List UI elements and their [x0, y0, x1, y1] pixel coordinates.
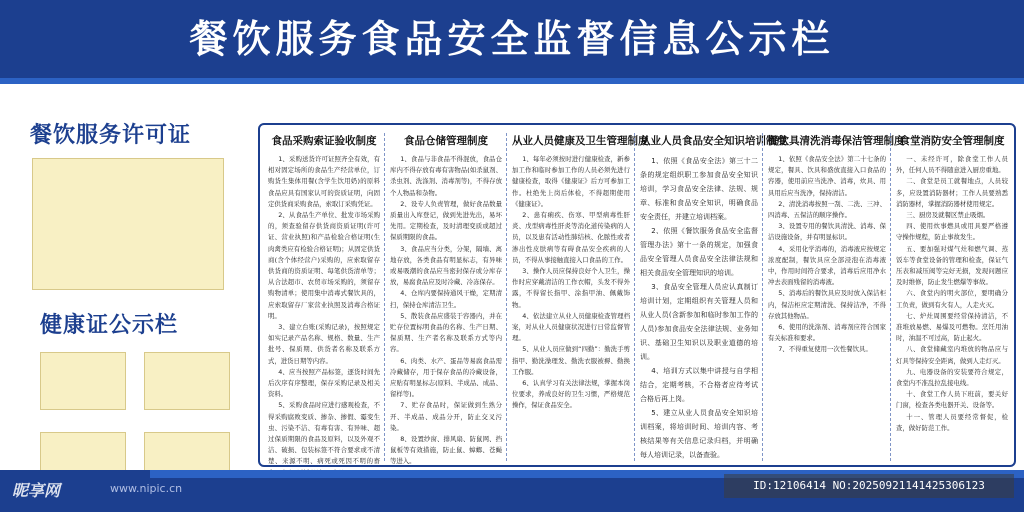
paragraph: 2、从食品生产单位、批发市场采购的，须查验留存供货商资质证明(许可证、营业执照)和产品检验合格证明(生肉禽类应有检验合格证明)；从固定供货商(含个体经营户)采购的，应索取留存供货商的资质证明、每笔供货清单等；从合法超市、农贸市场采购的，须留存购物清单；使用集中消毒式餐饮具的，应索取留存厂家营业执照及消毒合格证明。 [268, 211, 380, 320]
paragraph: 6、使用的洗涤剂、消毒剂应符合国家有关标准和要求。 [768, 323, 886, 343]
license-label: 餐饮服务许可证 [30, 123, 192, 148]
column-title: 食品采购索证验收制度 [271, 135, 377, 147]
paragraph: 1、每年必须按时进行健康检查，新参加工作和临时参加工作的人员必须先进行健康检查，取得《健康证》后方可参加工作。杜绝先上岗后体检，不得超期使用《健康证》。 [512, 155, 630, 208]
paragraph: 五、要加强对煤气灶和燃气调、蒸饭车等食堂设备的管理和检查，保证气压表和减压阀等完好无损，发现问题应及时维修，防止发生燃爆等事故。 [896, 244, 1008, 287]
paragraph: 二、食堂是员工就餐地点，人员较多，应设置消防器材；工作人员要熟悉消防器材，掌握消防器材使用规定。 [896, 177, 1008, 208]
paragraph: 5、散装食品应盛装于容器内，并在贮存位置标明食品的名称、生产日期、保质期、生产者名称及联系方式等内容。 [390, 311, 502, 354]
paragraph: 八、食堂储藏室内堆放的物品应与灯具等保持安全距离，做到人走灯灭。 [896, 345, 1008, 365]
paragraph: 4、仓库内要保持通风干燥，定期清扫，保持仓库清洁卫生。 [390, 289, 502, 309]
regulations-panel [258, 123, 1016, 467]
license-frame [32, 158, 224, 290]
paragraph: 4、依法建立从业人员健康检查管理档案，对从业人员健康状况进行日常监督管理。 [512, 311, 630, 343]
health-frame-1 [40, 352, 126, 410]
column-body [896, 154, 1008, 434]
paragraph: 十一、管理人员要经常督促，检查，做好防范工作。 [896, 412, 1008, 432]
paragraph: 3、食品应当分类，分架，隔墙、离地存放，各类食品有明显标志，有异味或易吸潮的食品应当密封保存或分库存放，易腐食品应及时冷藏、冷冻保存。 [390, 244, 502, 287]
paragraph: 2、患有痢疾、伤寒、甲型病毒性肝炎、戊型病毒性肝炎等消化道传染病的人员，以及患有活动性肺结核、化脓性或者渗出性皮肤病等有碍食品安全疾病的人员，不得从事接触直接入口食品的工作。 [512, 211, 630, 264]
column-title: 从业人员食品安全知识培训制度 [640, 135, 787, 147]
paragraph: 六、食堂内的明火部位，要明确分工负责，做到有火有人，人走火灭。 [896, 289, 1008, 309]
column-divider [890, 133, 891, 461]
health-label: 健康证公示栏 [40, 313, 179, 338]
paragraph: 3、建立台账(采购记录)，按照规定如实记录产品名称、规格、数量、生产批号、保质期、供货者名称及联系方式，进货日期等内容。 [268, 323, 380, 365]
paragraph: 九、电器设备的安装要符合规定，食堂内不准乱拉乱接电线。 [896, 367, 1008, 388]
paragraph: 一、未经许可，除食堂工作人员外，任何人员不得随意进入厨房重地。 [896, 155, 1008, 175]
paragraph: 七、炉灶周围要经常保持清洁，不准堆放易燃、易爆及可燃物。烹饪用油时，油温不可过高，防止起火。 [896, 311, 1008, 343]
column-title: 餐饮具清洗消毒保洁管理制度 [768, 135, 905, 147]
column-title: 从业人员健康及卫生管理制度 [512, 135, 649, 147]
paragraph: 3、食品安全管理人员应认真制订培训计划，定期组织有关管理人员和从业人员(含新参加和临时参加工作的人员)参加食品安全法律法规、业务知识、基础卫生知识以及职业道德的培训。 [640, 283, 758, 361]
column-health [512, 133, 649, 461]
watermark-id: ID:12106414 NO:20250921141425306123 [724, 474, 1014, 498]
paragraph: 1、食品与非食品不得混放，食品仓库内不得存放有毒有害物品(如杀鼠剂、杀虫剂、洗涤剂、消毒剂等)，不得存放个人物品和杂物。 [390, 155, 502, 197]
paragraph: 2、依照《餐饮服务食品安全监督管理办法》第十一条的规定，加强食品安全管理人员食品安全法律法规和相关食品安全管理知识的培训。 [640, 227, 758, 277]
paragraph: 4、应当按照产品标签，逐货时间先后次序有序整理，保存采购记录及相关资料。 [268, 367, 380, 399]
paragraph: 5、建立从业人员食品安全知识培训档案，将培训时间、培训内容、考核结果等有关信息记录归档，并明确每人培训记录，以备查验。 [640, 409, 758, 459]
paragraph: 3、操作人员应保持良好个人卫生，操作时应穿戴清洁的工作衣帽，头发不得外露，不得留长指甲、涂指甲油、佩戴饰物。 [512, 267, 630, 309]
column-body [640, 154, 758, 462]
column-title: 食品仓储管理制度 [404, 135, 488, 147]
paragraph: 6、认真学习有关法律法规，掌握本岗位要求，养成良好的卫生习惯，严格规范操作，保证食品安全。 [512, 379, 630, 410]
paragraph: 4、培训方式以集中讲授与自学相结合，定期考核，不合格者应待考试合格后再上岗。 [640, 367, 758, 403]
column-body [268, 154, 380, 501]
health-frame-2 [144, 352, 230, 410]
paragraph: 8、设置纱窗、排风扇、防鼠网、挡鼠板等有效措施，防止鼠、蟑螂、苍蝇等进入。 [390, 435, 502, 466]
column-body [390, 154, 502, 468]
paragraph: 三、厨房及就餐区禁止吸烟。 [906, 211, 990, 220]
paragraph: 2、设专人负责管理，做好食品数量质量出入库登记，做到先进先出，易坏先用。定期检查，及时清理变质或超过保质期限的食品。 [390, 199, 502, 242]
page-title: 餐饮服务食品安全监督信息公示栏 [189, 17, 835, 61]
paragraph: 7、不得重复使用一次性餐饮具。 [778, 345, 872, 354]
column-purchase [268, 133, 380, 466]
paragraph: 5、采购食品时应进行感观检查，不得采购腐败变质、掺杂、掺假、霉变生虫、污染不洁、有毒有害、有异味、超过保质期限的食品及原料，以及外观不洁、破损、包装标签不符合要求或不清楚、来源不明、病死或死因不明的畜 [268, 401, 380, 466]
paragraph: 5、消毒后的餐饮具应及时放入保洁柜内，保洁柜应定期清洗、保持洁净，不得存放其他物品。 [768, 289, 886, 320]
paragraph: 7、贮存食品时，保证做到生熟分开、半成品、成品分开，防止交叉污染。 [390, 401, 502, 432]
column-divider [384, 133, 385, 461]
paragraph: 1、依照《食品安全法》第三十二条的规定组织职工参加食品安全知识培训，学习食品安全法律、法规、规章、标准和食品安全知识，明确食品安全责任，并建立培训档案。 [640, 157, 758, 221]
left-column [0, 84, 258, 470]
column-fire-safety [896, 133, 1008, 461]
paragraph: 四、使用炊事燃具或用具要严格遵守操作规程，防止事故发生。 [896, 222, 1008, 242]
column-body [768, 154, 886, 356]
paragraph: 5、从业人员应做到“四勤”：勤洗手剪指甲、勤洗澡理发、勤洗衣服被褥、勤换工作服。 [512, 345, 630, 376]
paragraph: 1、依照《食品安全法》第二十七条的规定，餐具、饮具和盛放直接入口食品的容器，使用前应当洗净、消毒，炊具、用具用后应当洗净，保持清洁。 [768, 155, 886, 197]
paragraph: 十、食堂工作人员下班前，要关好门窗，检查各类电器开关、设备等。 [896, 390, 1008, 410]
paragraph: 6、肉类、水产、蛋品等易腐食品需冷藏储存，用于保存食品的冷藏设备，应贴有明显标志(原料、半成品、成品、留样等)。 [390, 356, 502, 399]
column-divider [762, 133, 763, 461]
paragraph: 4、采用化学消毒的，消毒液应按规定浓度配制，餐饮具应全部浸泡在消毒液中，作用时间符合要求，消毒后应用净水冲去表面残留的消毒液。 [768, 244, 886, 287]
column-training [640, 133, 787, 461]
column-tableware [768, 133, 905, 461]
watermark-url: www.nipic.cn [110, 482, 183, 495]
paragraph: 2、清洗消毒按照一刮、二洗、三冲、四消毒、五保洁的顺序操作。 [768, 199, 886, 220]
column-divider [634, 133, 635, 461]
column-storage [390, 133, 502, 466]
paragraph: 3、设置专用的餐饮具清洗、消毒、保洁设施设备，并有明显标识。 [768, 222, 886, 242]
column-title: 食堂消防安全管理制度 [899, 135, 1005, 147]
column-body [512, 154, 630, 412]
watermark-brand: 昵享网 [12, 481, 61, 500]
column-divider [506, 133, 507, 461]
paragraph: 1、采购送货许可证照齐全有效，有相对固定场所的食品生产经营单位，订购货生集体用餐(含学生饮用奶)的原料食品应具有国家认可的资质证明，向固定供货商采购食品，索取订采购凭证。 [268, 155, 380, 208]
